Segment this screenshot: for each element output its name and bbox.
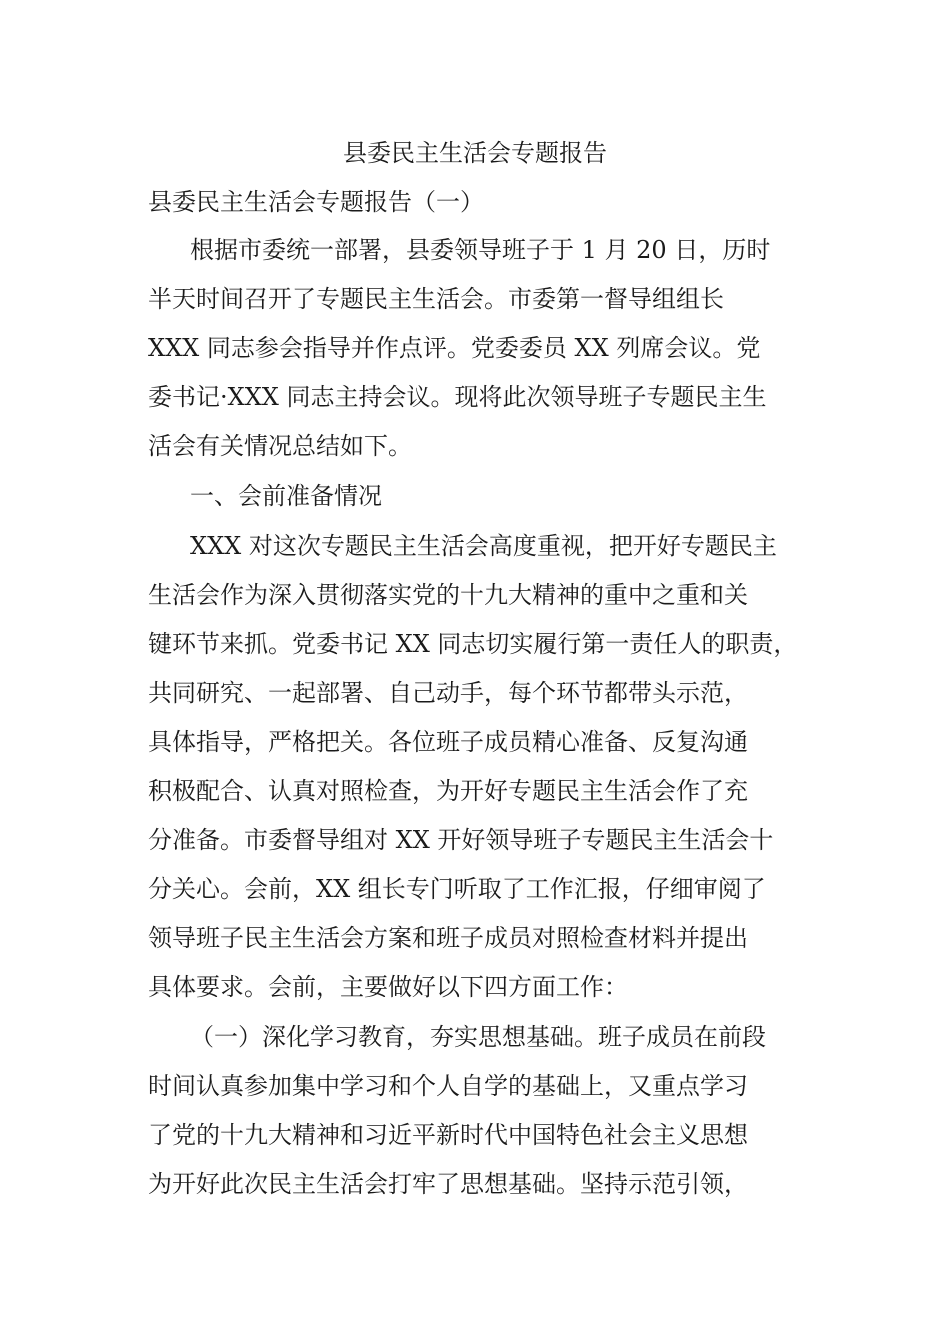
- paragraph-line: 根据市委统一部署，县委领导班子于 1 月 20 日，历时: [190, 236, 771, 264]
- paragraph-line: 积极配合、认真对照检查，为开好专题民主生活会作了充: [148, 777, 748, 805]
- paragraph-line: 具体指导，严格把关。各位班子成员精心准备、反复沟通: [148, 728, 748, 756]
- paragraph-line: （一）深化学习教育，夯实思想基础。班子成员在前段: [190, 1023, 766, 1051]
- paragraph-line: 半天时间召开了专题民主生活会。市委第一督导组组长: [148, 285, 724, 313]
- paragraph-line: 活会有关情况总结如下。: [148, 432, 412, 460]
- paragraph-line: 委书记·XXX 同志主持会议。现将此次领导班子专题民主生: [148, 383, 767, 411]
- document-title: 县委民主生活会专题报告: [343, 139, 607, 167]
- paragraph-line: 分准备。市委督导组对 XX 开好领导班子专题民主生活会十: [148, 826, 774, 854]
- paragraph-line: XXX 同志参会指导并作点评。党委委员 XX 列席会议。党: [148, 334, 761, 362]
- paragraph-line: 分关心。会前，XX 组长专门听取了工作汇报，仔细审阅了: [148, 875, 766, 903]
- paragraph-line: 具体要求。会前，主要做好以下四方面工作：: [148, 973, 628, 1001]
- section-heading: 一、会前准备情况: [190, 482, 382, 510]
- paragraph-line: 领导班子民主生活会方案和班子成员对照检查材料并提出: [148, 924, 748, 952]
- paragraph-line: 键环节来抓。党委书记 XX 同志切实履行第一责任人的职责，: [148, 630, 798, 658]
- paragraph-line: XXX 对这次专题民主生活会高度重视，把开好专题民主: [190, 532, 777, 560]
- paragraph-line: 生活会作为深入贯彻落实党的十九大精神的重中之重和关: [148, 581, 748, 609]
- paragraph-line: 了党的十九大精神和习近平新时代中国特色社会主义思想: [148, 1121, 748, 1149]
- paragraph-line: 时间认真参加集中学习和个人自学的基础上，又重点学习: [148, 1072, 748, 1100]
- paragraph-line: 为开好此次民主生活会打牢了思想基础。坚持示范引领，: [148, 1170, 748, 1198]
- paragraph-line: 共同研究、一起部署、自己动手，每个环节都带头示范，: [148, 679, 748, 707]
- section-subheading: 县委民主生活会专题报告（一）: [148, 188, 484, 216]
